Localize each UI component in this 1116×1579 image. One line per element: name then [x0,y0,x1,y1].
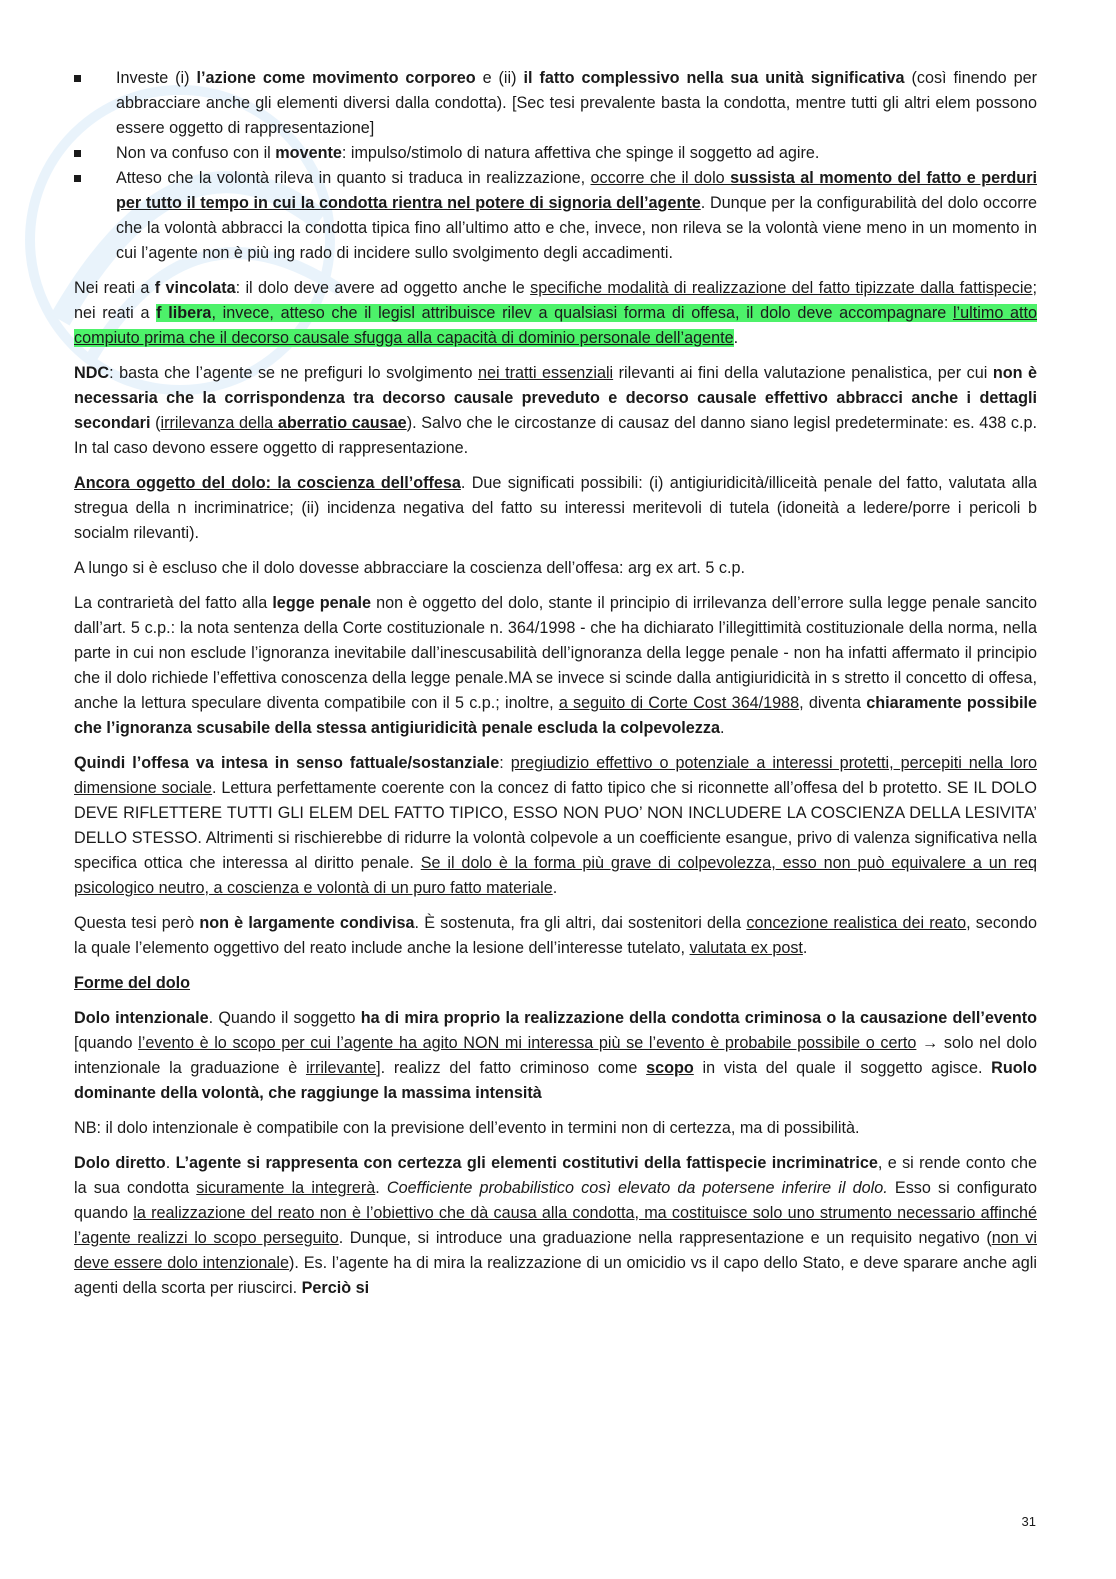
paragraph-ancora: Ancora oggetto del dolo: la coscienza dell’offesa. Due significati possibili: (i) antigiuridicità/illiceità penale del fatto, valutata alla stregua della n incriminatrice; (ii) incidenza negativa del fatto su interessi meritevoli di tutela (idoneità a ledere/porre i pericoli b socialm rilevanti). [74,474,1037,542]
highlighted-text: l’ultimo atto compiuto prima che il decorso causale sfugga alla capacità di dominio personale dell’agente [74,304,1038,347]
bullet-item: Atteso che la volontà rileva in quanto si traduca in realizzazione, occorre che il dolo sussista al momento del fatto e perduri per tutto il tempo in cui la condotta rientra nel potere di signoria dell’agente. Dunque per la configurabilità del dolo occorre che la volontà abbracci la condotta tipica fino all’ultimo atto e che, invece, non rileva se la volontà viene meno in un momento in cui l’agente non è più ing rado di incidere sullo svolgimento degli accadimenti. [116,166,1037,266]
paragraph-vincolata: Nei reati a f vincolata: il dolo deve avere ad oggetto anche le specifiche modalità di realizzazione del fatto tipizzate dalla fattispecie; nei reati a f libera, invece, atteso che il legisl attribuisce rilev a qualsiasi forma di offesa, il dolo deve accompagnare l’ultimo atto compiuto prima che il decorso causale sfugga alla capacità di dominio personale dell’agente. [74,279,1038,347]
page-number: 31 [1021,1514,1036,1529]
document-page [74,66,1037,1311]
paragraph-quindi: Quindi l’offesa va intesa in senso fattuale/sostanziale: pregiudizio effettivo o potenziale a interessi protetti, percepiti nella loro dimensione sociale. Lettura perfettamente coerente con la concez di fatto tipico che si riconnette all’offesa del b protetto. SE IL DOLO DEVE RIFLETTERE TUTTI GLI ELEM DEL FATTO TIPICO, ESSO NON PUO’ NON INCLUDERE LA COSCIENZA DELLA LESIVITA’ DELLO STESSO. Altrimenti si rischierebbe di ridurre la volontà colpevole a un coefficiente esangue, privo di valenza significativa nella specifica ottica che interessa al diritto penale. Se il dolo è la forma più grave di colpevolezza, esso non può equivalere a un req psicologico neutro, a coscienza e volontà di un puro fatto materiale. [74,754,1038,897]
bullet-item: Non va confuso con il movente: impulso/stimolo di natura affettiva che spinge il soggetto ad agire. [116,141,1037,166]
bullet-item: Investe (i) l’azione come movimento corporeo e (ii) il fatto complessivo nella sua unità significativa (così finendo per abbracciare anche gli elementi diversi dalla condotta). [Sec tesi prevalente basta la condotta, mentre tutti gli altri elem possono essere oggetto di rappresentazione] [116,66,1037,141]
bullet-list [74,66,1037,266]
paragraph-diretto: Dolo diretto. L’agente si rappresenta con certezza gli elementi costitutivi della fattispecie incriminatrice, e si rende conto che la sua condotta sicuramente la integrerà. Coefficiente probabilistico così elevato da potersene inferire il dolo. Esso si configurato quando la realizzazione del reato non è l’obiettivo che dà causa alla condotta, ma costituisce solo uno strumento necessario affinché l’agente realizzi lo scopo perseguito. Dunque, si introduce una graduazione nella rappresentazione e un requisito negativo (non vi deve essere dolo intenzionale). Es. l’agente ha di mira la realizzazione di un omicidio vs il capo dello Stato, e deve sparare anche agli agenti della scorta per riuscirci. Perciò si [74,1154,1037,1297]
paragraph-alungo: A lungo si è escluso che il dolo dovesse abbracciare la coscienza dell’offesa: arg ex art. 5 c.p. [74,559,745,577]
section-heading: Forme del dolo [74,974,191,992]
highlighted-text: f libera [156,304,212,322]
paragraph-questa: Questa tesi però non è largamente condivisa. È sostenuta, fra gli altri, dai sostenitori della concezione realistica dei reato, secondo la quale l’elemento oggettivo del reato include anche la lesione dell’interesse tutelato, valutata ex post. [74,914,1038,957]
paragraph-intenzionale: Dolo intenzionale. Quando il soggetto ha di mira proprio la realizzazione della condotta criminosa o la causazione dell’evento [quando l’evento è lo scopo per cui l’agente ha agito NON mi interessa più se l’evento è probabile possibile o certo → solo nel dolo intenzionale la graduazione è irrilevante]. realizz del fatto criminoso come scopo in vista del quale il soggetto agisce. Ruolo dominante della volontà, che raggiunge la massima intensità [74,1009,1038,1102]
paragraph-contrarieta: La contrarietà del fatto alla legge penale non è oggetto del dolo, stante il principio di irrilevanza dell’errore sulla legge penale sancito dall’art. 5 c.p.: la nota sentenza della Corte costituzionale n. 364/1998 - che ha dichiarato l’illegittimità costituzionale della norma, nella parte in cui non esclude l’ignoranza inevitabile dall’inescusabilità dell’ignoranza della legge penale - non ha infatti affermato il principio che il dolo richiede l’effettiva conoscenza della legge penale.MA se invece si scinde dalla antigiuridicità in s stretto il concetto di offesa, anche la lettura speculare diventa compatibile con il 5 c.p.; inoltre, a seguito di Corte Cost 364/1988, diventa chiaramente possibile che l’ignoranza scusabile della stessa antigiuridicità penale escluda la colpevolezza. [74,594,1038,737]
paragraph-nb: NB: il dolo intenzionale è compatibile con la previsione dell’evento in termini non di certezza, ma di possibilità. [74,1119,860,1137]
highlighted-text: , invece, atteso che il legisl attribuisce rilev a qualsiasi forma di offesa, il dolo deve accompagnare [211,304,953,322]
arrow-icon: → [916,1034,944,1052]
paragraph-ndc: NDC: basta che l’agente se ne prefiguri lo svolgimento nei tratti essenziali rilevanti ai fini della valutazione penalistica, per cui non è necessaria che la corrispondenza tra decorso causale preveduto e decorso causale effettivo abbracci anche i dettagli secondari (irrilevanza della aberratio causae). Salvo che le circostanze di causaz del danno siano legisl predeterminate: es. 438 c.p. In tal caso devono essere oggetto di rappresentazione. [74,364,1038,457]
